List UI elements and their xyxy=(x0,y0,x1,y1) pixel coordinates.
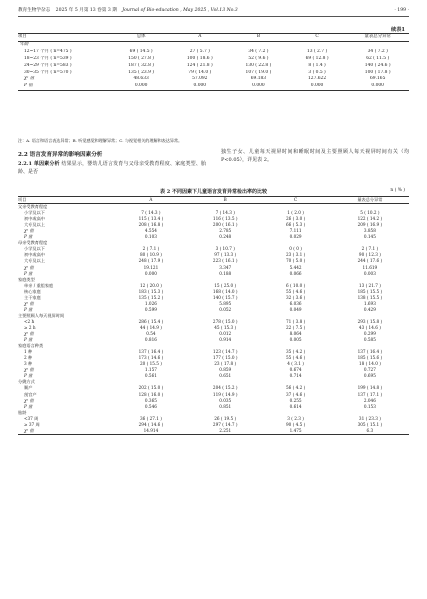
table2-cell: 70 ( 5.0 ) xyxy=(285,258,306,264)
table1-continued-label: 续表1 xyxy=(391,27,405,33)
table1-col-item: 项目 xyxy=(18,34,27,39)
table2-cell: 90 ( 4.5 ) xyxy=(285,421,306,427)
table1-stat-row xyxy=(18,83,409,90)
table2-cell: 45 ( 15.3 ) xyxy=(214,324,237,330)
table2-group-label: 家庭类型 xyxy=(18,276,35,282)
table2-cell: 0.049 xyxy=(289,306,302,312)
table2-cell: 66 ( 5.3 ) xyxy=(285,222,306,228)
table1-cell: 34 ( 7.2 ) xyxy=(367,48,388,54)
table2-cell: 22 ( 7.5 ) xyxy=(285,324,306,330)
table2-cell: 6.3 xyxy=(366,427,374,433)
table2-cell: 0.000 xyxy=(144,270,157,276)
table2-cell: 0.035 xyxy=(219,397,232,403)
table2-cell: 97 ( 13.3 ) xyxy=(214,252,237,258)
table2-cell: 0.674 xyxy=(289,367,302,373)
table1-cell: 69.183 xyxy=(250,76,267,82)
table2-group-label: 胎龄 xyxy=(18,409,27,415)
table2-cell: 43 ( 14.6 ) xyxy=(358,324,381,330)
table2-cell: 0.599 xyxy=(144,306,157,312)
table2-cell: 36 ( 27.1 ) xyxy=(139,415,162,421)
table1-row-label: 18~23 个月 ( n=539 ) xyxy=(24,55,72,61)
table2-row-label: <37 周 xyxy=(24,415,39,421)
table2-stat-row xyxy=(18,428,409,435)
table2 xyxy=(18,196,409,435)
table2-cell: 0.651 xyxy=(219,373,232,379)
table1-col-total: 总体 xyxy=(136,34,146,39)
table1-cell: 79 ( 14.0 ) xyxy=(188,69,212,75)
table2-cell: 4.554 xyxy=(144,228,157,234)
table2-cell: 168 ( 14.0 ) xyxy=(212,288,238,294)
table2-cell: 80 ( 10.9 ) xyxy=(139,252,162,258)
table2-cell: 138 ( 15.5 ) xyxy=(357,294,383,300)
table2-cell: 1 ( 2.0 ) xyxy=(287,210,304,216)
table2-cell: 2.046 xyxy=(363,397,376,403)
table2-unit: n ( % ) xyxy=(390,188,405,193)
table1-cell: 130 ( 22.8 ) xyxy=(245,62,272,68)
table2-cell: 0.029 xyxy=(289,234,302,240)
table2-row-label: χ² 值 xyxy=(24,264,34,270)
table2-row-label: P 值 xyxy=(24,403,33,409)
section-heading: 2.2 语言发育异常的影响因素分析 xyxy=(18,152,103,158)
table2-cell: 183 ( 15.3 ) xyxy=(138,288,164,294)
table2-row-label: 小学及以下 xyxy=(24,210,45,216)
table2-cell: 116 ( 13.5 ) xyxy=(212,216,238,222)
table2-cell: 14.914 xyxy=(143,427,159,433)
table2-cell: 173 ( 14.6 ) xyxy=(138,355,164,361)
table1-cell: 57.092 xyxy=(192,76,208,82)
table2-cell: 7.111 xyxy=(289,228,302,234)
table2-cell: 297 ( 14.7 ) xyxy=(212,421,238,427)
table1-cell: 100 ( 18.6 ) xyxy=(186,55,213,61)
table2-cell: 55 ( 4.6 ) xyxy=(285,355,306,361)
table2-row-label: 大专及以上 xyxy=(24,258,45,264)
table2-row-label: χ² 值 xyxy=(24,331,34,337)
table2-cell: 278 ( 15.0 ) xyxy=(212,318,238,324)
table2-cell: 305 ( 15.1 ) xyxy=(357,421,383,427)
table2-row-label: 核心家庭 xyxy=(24,288,41,294)
table1-row-label: χ² 值 xyxy=(24,76,35,82)
table2-row-label: 1 种 xyxy=(24,349,33,355)
table1-header-row xyxy=(18,34,409,42)
table2-cell: 199 ( 14.8 ) xyxy=(357,385,383,391)
table1-col-a: A xyxy=(198,34,202,39)
table2-row-label: P 值 xyxy=(24,306,33,312)
table2-cell: 0.188 xyxy=(219,270,232,276)
table2-cell: 1.157 xyxy=(144,367,157,373)
table1-cell: 69 ( 14.5 ) xyxy=(129,48,153,54)
table2-cell: 0.103 xyxy=(144,234,157,240)
table1-cell: 100 ( 17.8 ) xyxy=(364,69,391,75)
table2-cell: 223 ( 16.1 ) xyxy=(212,258,238,264)
table2-cell: 2.785 xyxy=(219,228,232,234)
table2-cell: 0.816 xyxy=(144,337,157,343)
table2-row-label: P 值 xyxy=(24,270,33,276)
table2-cell: 185 ( 15.6 ) xyxy=(357,355,383,361)
table2-row-label: 大专及以上 xyxy=(24,222,45,228)
table2-group-label: 父亲受教育程度 xyxy=(18,204,48,210)
table1-cell: 0.000 xyxy=(371,83,384,89)
table1-col-b: B xyxy=(256,34,261,39)
journal-name-en: Journal of Bio-education , May 2025 , Vol.13 No.3 xyxy=(122,8,238,13)
table2-cell: 122 ( 14.2 ) xyxy=(357,216,383,222)
table1-cell: 34 ( 7.2 ) xyxy=(248,48,269,54)
table2-cell: 119 ( 14.9 ) xyxy=(212,391,238,397)
table2-cell: 140 ( 15.7 ) xyxy=(212,294,238,300)
table2-cell: 0.561 xyxy=(144,373,157,379)
body-text-left-content: 结果显示，婴幼儿语言发育与父母亲受教育程度、家庭类型、胎龄、是否 xyxy=(18,161,206,176)
table1-row-label: 24~29 个月 ( n=583 ) xyxy=(24,62,72,68)
table2-cell: 0.145 xyxy=(363,234,376,240)
table2-cell: 12 ( 20.0 ) xyxy=(139,282,162,288)
table2-cell: 209 ( 16.9 ) xyxy=(357,222,383,228)
table2-cell: 200 ( 16.1 ) xyxy=(212,222,238,228)
table2-cell: 26 ( 3.0 ) xyxy=(285,216,306,222)
table2-cell: 286 ( 15.4 ) xyxy=(138,318,164,324)
table2-col-abnormal: 量表总分异常 xyxy=(357,197,383,202)
table2-cell: 3.858 xyxy=(363,228,376,234)
table2-group-label: 家庭语言种类 xyxy=(18,343,44,349)
table2-title: 表 2 不同因素下儿童语言发育异常检出率的比较 xyxy=(160,189,267,195)
table2-cell: 0.585 xyxy=(363,337,376,343)
table2-cell: 248 ( 17.9 ) xyxy=(138,258,164,264)
table2-cell: 0.695 xyxy=(363,373,376,379)
table2-cell: 0.727 xyxy=(363,367,376,373)
table2-cell: 3 ( 2.3 ) xyxy=(287,415,304,421)
table2-cell: 26 ( 19.5 ) xyxy=(214,415,237,421)
table1-cell: 135 ( 23.9 ) xyxy=(128,69,155,75)
table1-row-label: P 值 xyxy=(24,83,33,89)
table1-row xyxy=(18,63,409,70)
table2-cell: 1.693 xyxy=(363,300,376,306)
table2-cell: 208 ( 16.8 ) xyxy=(138,222,164,228)
table1-cell: 0.000 xyxy=(134,83,148,89)
table2-cell: 44 ( 14.9 ) xyxy=(139,324,162,330)
table2-cell: 177 ( 15.0 ) xyxy=(212,355,238,361)
table2-cell: 5.895 xyxy=(219,300,232,306)
table1-row-label: 12~17 个月 ( n=475 ) xyxy=(24,48,72,54)
table1-cell: 69 ( 12.8 ) xyxy=(305,55,329,61)
table2-row-label: 初中或高中 xyxy=(24,216,45,222)
table2-cell: 0.248 xyxy=(219,234,232,240)
table2-row-label: χ² 值 xyxy=(24,427,34,433)
table2-row-label: ≥ 37 周 xyxy=(24,421,40,427)
journal-name-cn: 教育生物学杂志 xyxy=(18,8,51,13)
table1-stat-row xyxy=(18,76,409,83)
table2-cell: 23 ( 3.1 ) xyxy=(285,252,306,258)
table2-cell: 0.003 xyxy=(363,270,376,276)
table1-group-age: 年龄 xyxy=(20,41,29,47)
table2-cell: 2 ( 7.1 ) xyxy=(361,246,379,252)
table2-cell: 0.066 xyxy=(289,270,302,276)
table2-cell: 202 ( 15.0 ) xyxy=(138,385,164,391)
table2-row-label: 主干家庭 xyxy=(24,294,41,300)
table2-cell: 185 ( 15.5 ) xyxy=(357,288,383,294)
header-rule xyxy=(18,16,409,17)
table1-row xyxy=(18,70,409,77)
table2-cell: 55 ( 4.6 ) xyxy=(285,288,306,294)
table2-group-label: 母亲受教育程度 xyxy=(18,240,48,246)
table2-cell: 0.365 xyxy=(144,397,157,403)
table2-cell: 1.475 xyxy=(289,427,302,433)
table2-cell: 0.914 xyxy=(219,337,232,343)
table2-row-label: χ² 值 xyxy=(24,300,34,306)
table2-cell: 0.429 xyxy=(363,306,376,312)
table2-cell: 0.54 xyxy=(146,331,156,337)
issue-cn: 2025 年 5 月第 13 卷第 3 期 xyxy=(55,8,117,13)
header-left xyxy=(18,7,242,13)
table2-cell: 23 ( 17.8 ) xyxy=(214,361,237,367)
table2-cell: 13 ( 21.7 ) xyxy=(358,282,381,288)
table2-row-label: χ² 值 xyxy=(24,367,34,373)
running-header xyxy=(18,4,409,16)
table2-cell: 5.442 xyxy=(289,264,302,270)
table1-col-c: C xyxy=(315,34,319,39)
table2-cell: 244 ( 17.6 ) xyxy=(357,258,383,264)
table1-row-label: 30~35 个月 ( n=570 ) xyxy=(24,69,72,75)
subsection-heading: 2.2.1 单因素分析 xyxy=(18,161,60,167)
table2-row-label: P 值 xyxy=(24,234,33,240)
table1 xyxy=(18,33,409,91)
table2-row-label: ≥ 2 h xyxy=(24,324,36,330)
table2-cell: 128 ( 16.0 ) xyxy=(138,391,164,397)
table2-cell: 31 ( 23.3 ) xyxy=(358,415,381,421)
page-number: · 199 · xyxy=(394,7,409,13)
table2-cell: 293 ( 15.8 ) xyxy=(357,318,383,324)
table2-row-label: 初中或高中 xyxy=(24,252,45,258)
table2-cell: 32 ( 3.6 ) xyxy=(285,294,306,300)
table2-cell: 3 ( 10.7 ) xyxy=(215,246,235,252)
table2-cell: 0.005 xyxy=(289,337,302,343)
table1-row xyxy=(18,56,409,63)
table2-cell: 0.614 xyxy=(289,403,302,409)
table2-row-label: 小学及以下 xyxy=(24,246,45,252)
table2-row-label: P 值 xyxy=(24,373,33,379)
table1-cell: 127.622 xyxy=(307,76,327,82)
table2-cell: 0.714 xyxy=(289,373,302,379)
table2-cell: 8.064 xyxy=(289,331,302,337)
table2-cell: 115 ( 13.4 ) xyxy=(138,216,164,222)
table2-cell: 137 ( 16.4 ) xyxy=(138,349,164,355)
table2-cell: 204 ( 15.2 ) xyxy=(212,385,238,391)
table1-row xyxy=(18,49,409,56)
table1-cell: 3 ( 0.5 ) xyxy=(308,69,326,75)
table1-cell: 0.000 xyxy=(310,83,324,89)
table2-cell: 0 ( 0 ) xyxy=(289,246,302,252)
table2-cell: 19.121 xyxy=(143,264,159,270)
table1-cell: 69.165 xyxy=(370,76,386,82)
table1-note: 注：A. 语言和语言表达异常；B. 听觉感觉和理解异常；C. 与视觉相关的理解和表达异常。 xyxy=(18,138,183,143)
table2-cell: 0.546 xyxy=(144,403,157,409)
table1-cell: 140 ( 24.6 ) xyxy=(364,62,391,68)
table1-cell: 8 ( 1.4 ) xyxy=(308,62,326,68)
table2-cell: 7 ( 14.3 ) xyxy=(141,210,161,216)
table2-group-label: 主要照顾人每天视屏时间 xyxy=(18,312,65,318)
table1-cell: 13 ( 2.7 ) xyxy=(306,48,328,54)
table2-group-label: 分娩方式 xyxy=(18,379,35,385)
table2-cell: 90 ( 12.3 ) xyxy=(358,252,381,258)
table2-row-label: 剖宫产 xyxy=(24,391,37,397)
table2-cell: 71 ( 3.8 ) xyxy=(285,318,306,324)
table2-row-label: χ² 值 xyxy=(24,397,34,403)
table2-cell: 5 ( 10.2 ) xyxy=(360,210,380,216)
table2-cell: 135 ( 15.2 ) xyxy=(138,294,164,300)
table2-cell: 11.619 xyxy=(362,264,378,270)
table2-cell: 1.026 xyxy=(144,300,157,306)
table2-header-row xyxy=(18,197,409,204)
table1-col-abnormal: 量表总分异常 xyxy=(364,34,391,39)
table1-cell: 187 ( 32.8 ) xyxy=(128,62,155,68)
table2-cell: 137 ( 16.4 ) xyxy=(357,349,383,355)
table2-cell: 0.255 xyxy=(289,397,302,403)
table2-col-c: C xyxy=(293,197,298,202)
table2-cell: 294 ( 14.6 ) xyxy=(138,421,164,427)
table2-col-item: 项目 xyxy=(18,197,27,202)
table2-cell: 123 ( 14.7 ) xyxy=(212,349,238,355)
table1-group-row xyxy=(18,41,409,48)
table1-cell: 124 ( 21.8 ) xyxy=(186,62,213,68)
table2-cell: 6.036 xyxy=(289,300,302,306)
table2-row-label: 3 种 xyxy=(24,361,33,367)
table1-cell: 52 ( 9.6 ) xyxy=(248,55,269,61)
table1-cell: 107 ( 19.0 ) xyxy=(245,69,272,75)
table2-row-label: 单亲 / 重组家庭 xyxy=(24,282,54,288)
table1-cell: 27 ( 5.7 ) xyxy=(189,48,210,54)
table1-cell: 150 ( 27.8 ) xyxy=(128,55,155,61)
table2-cell: 3.347 xyxy=(219,264,232,270)
table2-col-b: B xyxy=(223,197,227,202)
table2-cell: 0.012 xyxy=(219,331,232,337)
table2-cell: 0.851 xyxy=(219,403,232,409)
table2-cell: 0.153 xyxy=(363,403,376,409)
table2-col-a: A xyxy=(149,197,153,202)
table2-row-label: <2 h xyxy=(24,318,35,324)
table2-cell: 35 ( 4.2 ) xyxy=(285,349,306,355)
table2-cell: 37 ( 4.6 ) xyxy=(285,391,306,397)
table2-cell: 137 ( 17.1 ) xyxy=(357,391,383,397)
table2-cell: 20 ( 15.5 ) xyxy=(139,361,162,367)
body-text-right: 独生子女、儿童每天视屏时间和睡眠时间及主要照顾人每天视屏时间有关（均 P<0.05），详见表 2。 xyxy=(221,149,409,164)
table2-cell: 0.299 xyxy=(363,331,376,337)
table2-row-label: 2 种 xyxy=(24,355,33,361)
table1-cell: 62 ( 11.5 ) xyxy=(366,55,390,61)
table2-cell: 0.859 xyxy=(219,367,232,373)
table2-cell: 7 ( 14.3 ) xyxy=(215,210,235,216)
table2-cell: 2.251 xyxy=(219,427,232,433)
table2-row-label: χ² 值 xyxy=(24,228,34,234)
table2-cell: 4 ( 3.1 ) xyxy=(287,361,304,367)
table2-row-label: P 值 xyxy=(24,337,33,343)
table2-cell: 56 ( 4.2 ) xyxy=(285,385,306,391)
table2-cell: 2 ( 7.1 ) xyxy=(142,246,160,252)
table1-cell: 0.000 xyxy=(193,83,207,89)
table2-cell: 18 ( 14.0 ) xyxy=(358,361,381,367)
table2-cell: 15 ( 25.0 ) xyxy=(214,282,237,288)
table1-cell: 48.633 xyxy=(133,76,149,82)
table2-cell: 0.052 xyxy=(219,306,232,312)
table2-cell: 6 ( 10.0 ) xyxy=(285,282,306,288)
table2-row-label: 顺产 xyxy=(24,385,33,391)
table1-cell: 0.000 xyxy=(252,83,265,89)
body-text-left xyxy=(18,160,206,177)
